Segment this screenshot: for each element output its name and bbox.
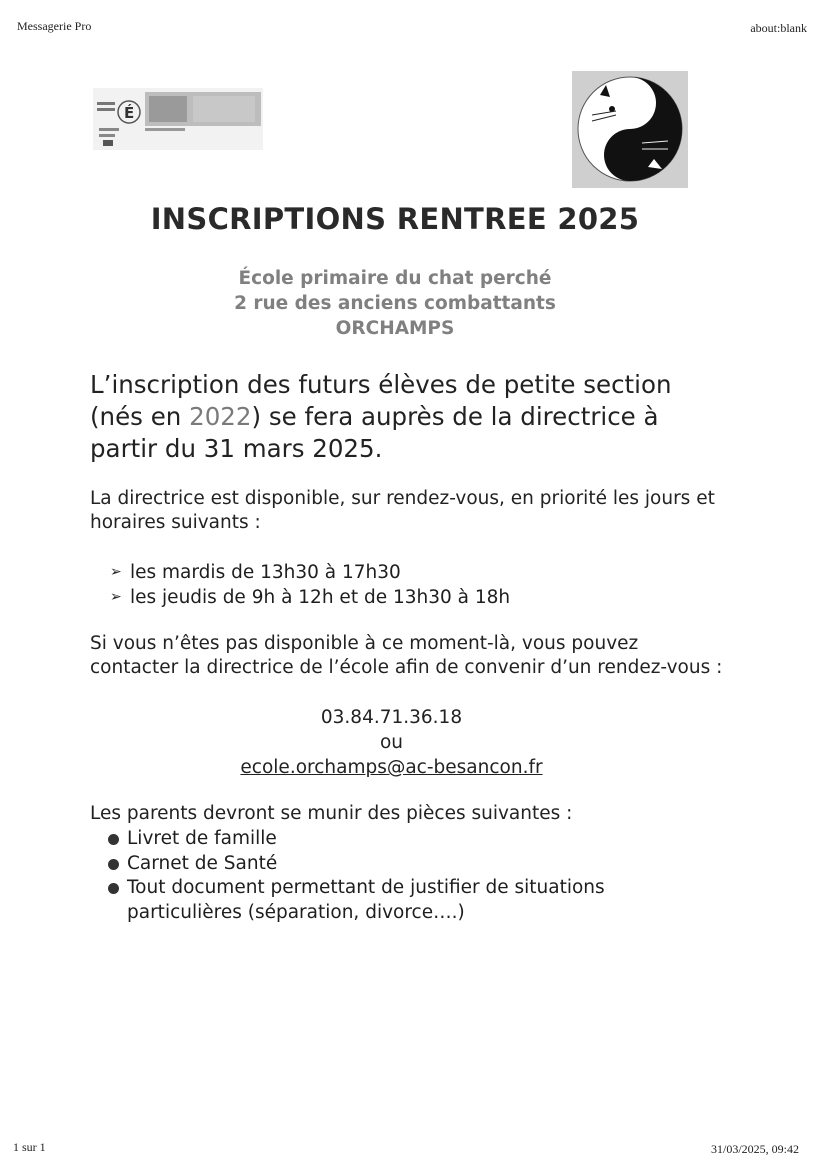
availability-list bbox=[110, 560, 510, 610]
school-info bbox=[0, 266, 790, 341]
list-item bbox=[110, 585, 510, 610]
bullet-dot-icon bbox=[108, 859, 119, 870]
school-name: École primaire du chat perché bbox=[238, 268, 552, 289]
contact-text: Si vous n’êtes pas disponible à ce moment-là, vous pouvez contacter la directrice de l’école afin de convenir d’un rendez-vous : bbox=[90, 633, 723, 678]
page-title: INSCRIPTIONS RENTREE 2025 bbox=[150, 202, 640, 236]
yin-yang-cats-icon bbox=[572, 71, 688, 188]
list-item bbox=[108, 827, 708, 852]
or-separator: ou bbox=[379, 732, 404, 753]
list-item bbox=[110, 560, 510, 585]
intro-paragraph bbox=[90, 369, 710, 465]
arrow-bullet-icon: ➢ bbox=[110, 564, 122, 580]
slot-thursday: les jeudis de 9h à 12h et de 13h30 à 18h bbox=[130, 587, 511, 608]
list-item bbox=[108, 852, 708, 877]
browser-url: about:blank bbox=[750, 21, 807, 35]
bullet-dot-icon bbox=[108, 883, 119, 894]
school-address: 2 rue des anciens combattants bbox=[234, 293, 556, 314]
intro-text-end: ) se fera auprès de la directrice à partir du 31 mars 2025. bbox=[90, 402, 659, 463]
document-item: Carnet de Santé bbox=[127, 852, 278, 874]
contact-details bbox=[0, 705, 783, 780]
slot-tuesday: les mardis de 13h30 à 17h30 bbox=[130, 562, 401, 583]
print-date: 31/03/2025, 09:42 bbox=[710, 1142, 799, 1156]
arrow-bullet-icon: ➢ bbox=[110, 589, 122, 605]
birth-year: 2022 bbox=[189, 402, 252, 431]
intro-text-start: L’inscription des futurs élèves de petite section (nés en bbox=[90, 370, 672, 431]
document-item: Livret de famille bbox=[127, 828, 277, 849]
documents-list bbox=[108, 827, 708, 925]
email-link[interactable]: ecole.orchamps@ac-besancon.fr bbox=[240, 757, 543, 778]
page-count: 1 sur 1 bbox=[13, 1140, 46, 1154]
list-item bbox=[108, 876, 708, 925]
school-logo bbox=[93, 88, 263, 150]
documents-intro: Les parents devront se munir des pièces suivantes : bbox=[90, 803, 573, 824]
phone-number: 03.84.71.36.18 bbox=[320, 707, 463, 728]
school-city: ORCHAMPS bbox=[335, 318, 455, 339]
availability-text: La directrice est disponible, sur rendez-vous, en priorité les jours et horaires suivants : bbox=[90, 488, 715, 533]
browser-app-title: Messagerie Pro bbox=[17, 19, 92, 33]
bullet-dot-icon bbox=[108, 834, 119, 845]
document-item: Tout document permettant de justifier de situations particulières (séparation, divorce….) bbox=[127, 877, 605, 923]
svg-text:É: É bbox=[124, 104, 135, 122]
